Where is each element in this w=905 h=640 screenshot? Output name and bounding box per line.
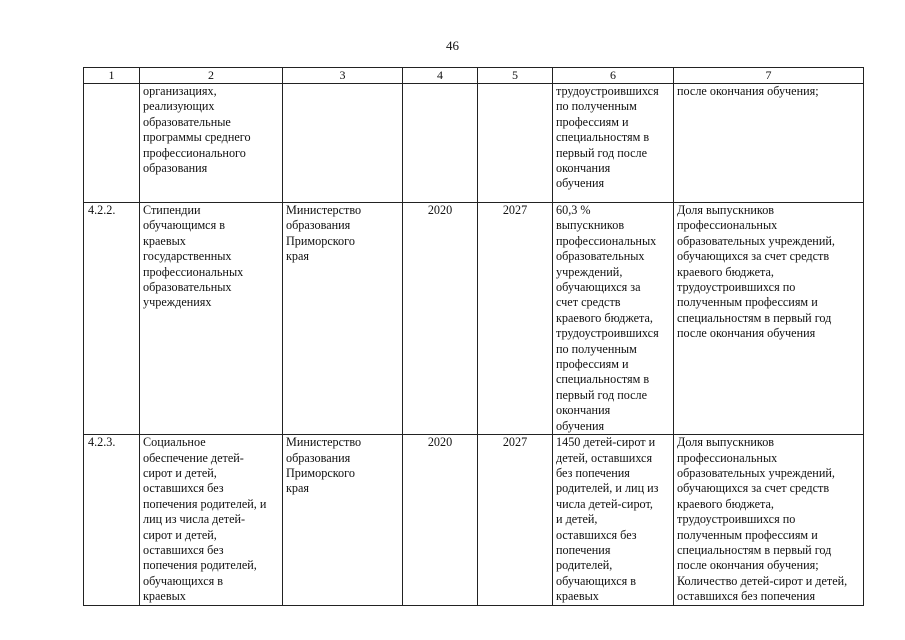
expected-result-cell — [553, 84, 674, 203]
table-row — [84, 203, 864, 435]
responsible-cell — [283, 435, 403, 605]
start-year: 2020 — [427, 203, 453, 217]
column-header: 1 — [84, 68, 140, 84]
responsible: Министерство образования Приморского края — [286, 435, 362, 496]
measure-name: Стипендии обучающимся в краевых государственных профессиональных образовательных учреждениях — [143, 203, 244, 310]
responsible-cell — [283, 84, 403, 203]
indicator: Доля выпускников профессиональных образовательных учреждений, обучающихся за счет средств краевого бюджета, трудоустроившихся по полученным профессиям и специальностям в первый год после окончания обучения — [677, 203, 835, 341]
column-header-row — [84, 68, 864, 84]
indicator-cell — [674, 435, 864, 605]
program-table — [83, 67, 864, 606]
expected-result: 60,3 % выпускников профессиональных образовательных учреждений, обучающихся за счет средств краевого бюджета, трудоустроившихся по полученным профессиям и специальностям в первый год после окончания обучения — [556, 203, 659, 433]
table-row — [84, 435, 864, 605]
item-number-cell — [84, 435, 140, 605]
item-number-cell — [84, 84, 140, 203]
measure-name-cell — [140, 203, 283, 435]
column-header: 4 — [403, 68, 478, 84]
expected-result: 1450 детей-сирот и детей, оставшихся без попечения родителей, и лиц из числа детей-сирот, и детей, оставшихся без попечения родителей, обучающихся в краевых — [556, 435, 659, 604]
end-year: 2027 — [502, 435, 528, 450]
indicator: Доля выпускников профессиональных образовательных учреждений, обучающихся за счет средств краевого бюджета, трудоустроившихся по полученным профессиям и специальностям в первый год после окончания обучения; Количество детей-сирот и детей, оставшихся без попечения — [677, 435, 848, 604]
start-year-cell — [403, 203, 478, 435]
column-header: 6 — [553, 68, 674, 84]
column-header: 2 — [140, 68, 283, 84]
item-number: 4.2.3. — [88, 435, 116, 450]
measure-name: организациях, реализующих образовательные программы среднего профессионального образования — [143, 84, 251, 176]
indicator-cell — [674, 84, 864, 203]
table-row — [84, 84, 864, 203]
start-year-cell — [403, 435, 478, 605]
start-year: 2020 — [427, 435, 453, 450]
item-number: 4.2.2. — [88, 203, 116, 217]
column-header: 3 — [283, 68, 403, 84]
indicator-cell — [674, 203, 864, 435]
start-year-cell — [403, 84, 478, 203]
measure-name-cell — [140, 435, 283, 605]
end-year-cell — [478, 203, 553, 435]
measure-name-cell — [140, 84, 283, 203]
expected-result: трудоустроившихся по полученным профессиям и специальностям в первый год после окончания обучения — [556, 84, 659, 191]
end-year: 2027 — [502, 203, 528, 217]
item-number-cell — [84, 203, 140, 435]
expected-result-cell — [553, 435, 674, 605]
measure-name: Социальное обеспечение детей- сирот и детей, оставшихся без попечения родителей, и лиц из числа детей- сирот и детей, оставшихся без попечения родителей, обучающихся в краевых — [143, 435, 267, 604]
page-number: 46 — [446, 38, 459, 53]
responsible: Министерство образования Приморского края — [286, 203, 362, 264]
end-year-cell — [478, 84, 553, 203]
responsible-cell — [283, 203, 403, 435]
column-header: 5 — [478, 68, 553, 84]
column-header: 7 — [674, 68, 864, 84]
expected-result-cell — [553, 203, 674, 435]
indicator: после окончания обучения; — [677, 84, 819, 98]
end-year-cell — [478, 435, 553, 605]
